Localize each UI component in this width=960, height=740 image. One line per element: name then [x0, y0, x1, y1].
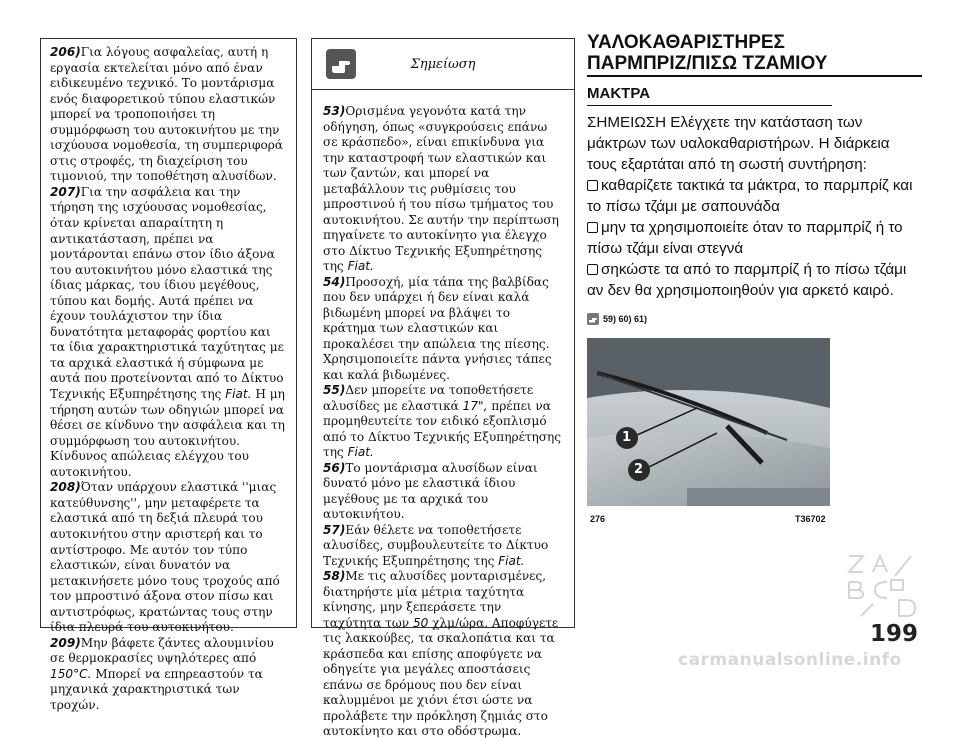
- note-58: 58)Με τις αλυσίδες μονταρισμένες, διατηρήστε μία μέτρια ταχύτητα κίνησης, μην ξεπεράσετε την ταχύτητα των 50 χλμ/ώρα. Αποφύγετε τις λακκούβες, τα σκαλοπάτια και τα κράσπεδα και επίσης αποφύγετε να οδηγείτε για μεγάλες αποστάσεις επάνω σε δρόμους που δεν είναι καλυμμένοι με χιόνι έτσι ώστε να προλάβετε την πρόκληση ζημιάς στο αυτοκίνητο και στο οδόστρωμα.: [323, 569, 559, 738]
- bullet-item: σηκώστε τα από το παρμπρίζ ή το πίσω τζάμι αν δεν θα χρησιμοποιηθούν για αρκετό καιρό.: [587, 261, 907, 299]
- warning-207: 207)Για την ασφάλεια και την τήρηση της ισχύουσας νομοθεσίας, όταν κρίνεται απαραίτητη η αντικατάσταση, πρέπει να μοντάρονται επάνω στον ίδιο άξονα του αυτοκινήτου μόνο ελαστικά της ίδιας μάρκας, του ίδιου μεγέθους, τύπου και δομής. Αυτά πρέπει να έχουν τουλάχιστον την ίδια δυνατότητα μεταφοράς φορτίου και τα ίδια χαρακτηριστικά ταχύτητας με τα αρχικά ελαστικά ή σύμφωνα με αυτά που προτείνονται από το Δίκτυο Τεχνικής Εξυπηρέτησης της Fiat. Η μη τήρηση αυτών των οδηγιών μπορεί να θέσει σε κίνδυνο την ασφάλεια και τη συμμόρφωση του αυτοκινήτου. Κίνδυνος απώλειας ελέγχου του αυτοκινήτου.: [50, 184, 285, 479]
- note-56: 56)Το μοντάρισμα αλυσίδων είναι δυνατό μόνο με ελαστικά ίδιου μεγέθους με τα αρχικά του αυτοκινήτου.: [323, 460, 538, 521]
- heading-rule: [587, 75, 922, 77]
- checkbox-bullet-icon: [587, 264, 598, 275]
- pointing-hand-icon: [587, 313, 599, 325]
- figure-code: T36702: [795, 514, 826, 524]
- warning-206: 206)Για λόγους ασφαλείας, αυτή η εργασία εκτελείται μόνο από έναν ειδικευμένο τεχνικό. Το μοντάρισμα ενός διαφορετικού τύπου ελαστικών μπορεί να τροποποιήσει τη συμμόρφωση του αυτοκινήτου με την ισχύουσα νομοθεσία, τη συμπεριφορά στις στροφές, τη διαχείριση του τιμονιού, την τοποθέτηση αλυσίδων.: [50, 45, 284, 184]
- note-57: 57)Εάν θέλετε να τοποθετήσετε αλυσίδες, συμβουλευτείτε το Δίκτυο Τεχνικής Εξυπηρέτησης της Fiat.: [323, 522, 549, 568]
- page-number: 199: [870, 621, 919, 647]
- references: 59) 60) 61): [587, 313, 922, 325]
- callout-1: 1: [622, 430, 632, 445]
- checkbox-bullet-icon: [587, 180, 598, 191]
- bullet-item: μην τα χρησιμοποιείτε όταν το παρμπρίζ ή το πίσω τζάμι είναι στεγνά: [587, 219, 903, 257]
- warnings-column: [40, 38, 297, 712]
- note-box: [311, 38, 575, 738]
- section-heading-line2: ΠΑΡΜΠΡΙΖ/ΠΙΣΩ ΤΖΑΜΙΟΥ: [587, 53, 828, 74]
- note-53: 53)Ορισμένα γεγονότα κατά την οδήγηση, όπως «συγκρούσεις επάνω σε κράσπεδο», είναι επικίνδυνα για την καταστροφή των ελαστικών και των ζαντών, και μπορεί να μεταβάλλουν τις ρυθμίσεις του μπροστινού ή του πίσω τμήματος του αυτοκινήτου. Σε αυτήν την περίπτωση πηγαίνετε το αυτοκίνητο για έλεγχο στο Δίκτυο Τεχνικής Εξυπηρέτησης της Fiat.: [323, 104, 559, 273]
- note-header: [312, 39, 574, 90]
- section-heading-line1: ΥΑΛΟΚΑΘΑΡΙΣΤΗΡΕΣ: [587, 32, 785, 53]
- note-55: 55)Δεν μπορείτε να τοποθετήσετε αλυσίδες με ελαστικά 17", πρέπει να προμηθευτείτε τον ειδικό εξοπλισμό από το Δίκτυο Τεχνικής Εξυπηρέτησης της Fiat.: [323, 383, 562, 459]
- wiper-photo: [587, 338, 830, 506]
- bullet-item: καθαρίζετε τακτικά τα μάκτρα, το παρμπρίζ και το πίσω τζάμι με σαπουνάδα: [587, 177, 913, 215]
- wipers-section: [587, 32, 922, 325]
- checkbox-bullet-icon: [587, 222, 598, 233]
- warning-208: 208)Όταν υπάρχουν ελαστικά ''μιας κατεύθυνσης'', μην μεταφέρετε τα ελαστικά από τη δεξιά πλευρά του αυτοκινήτου στην αριστερή και το αντίστροφο. Με αυτόν τον τύπο ελαστικών, είναι δυνατόν να μετακινήσετε μόνο τους τροχούς από τον μπροστινό άξονα στον πίσω και αντιστρόφως, κρατώντας τους στην ίδια πλευρά του αυτοκινήτου.: [50, 480, 280, 635]
- subheading: ΜΑΚΤΡΑ: [587, 85, 651, 102]
- wiper-figure: [587, 338, 830, 506]
- note-title: Σημείωση: [410, 57, 476, 72]
- letters-watermark-icon: [843, 552, 931, 620]
- footer-watermark: carmanualsonline.info: [678, 650, 902, 670]
- warning-209: 209)Μην βάφετε ζάντες αλουμινίου σε θερμοκρασίες υψηλότερες από 150°C. Μπορεί να επηρεαστούν τα μηχανικά χαρακτηριστικά των τροχών.: [50, 635, 274, 712]
- callout-2: 2: [634, 462, 644, 477]
- section-body: [587, 112, 922, 301]
- note-54: 54)Προσοχή, μία τάπα της βαλβίδας που δεν υπάρχει ή δεν είναι καλά βιδωμένη μπορεί να βλάψει το κράτημα των ελαστικών και προκαλέσει την απώλεια της πίεσης. Χρησιμοποιείτε πάντα γνήσιες τάπες και καλά βιδωμένες.: [323, 274, 552, 382]
- figure-number: 276: [590, 514, 606, 524]
- intro-text: ΣΗΜΕΙΩΣΗ Ελέγχετε την κατάσταση των μάκτρων των υαλοκαθαριστήρων. Η διάρκεια τους εξαρτάται από τη σωστή συντήρηση:: [587, 114, 890, 173]
- subheading-rule: [587, 105, 832, 106]
- note-body: [312, 90, 574, 740]
